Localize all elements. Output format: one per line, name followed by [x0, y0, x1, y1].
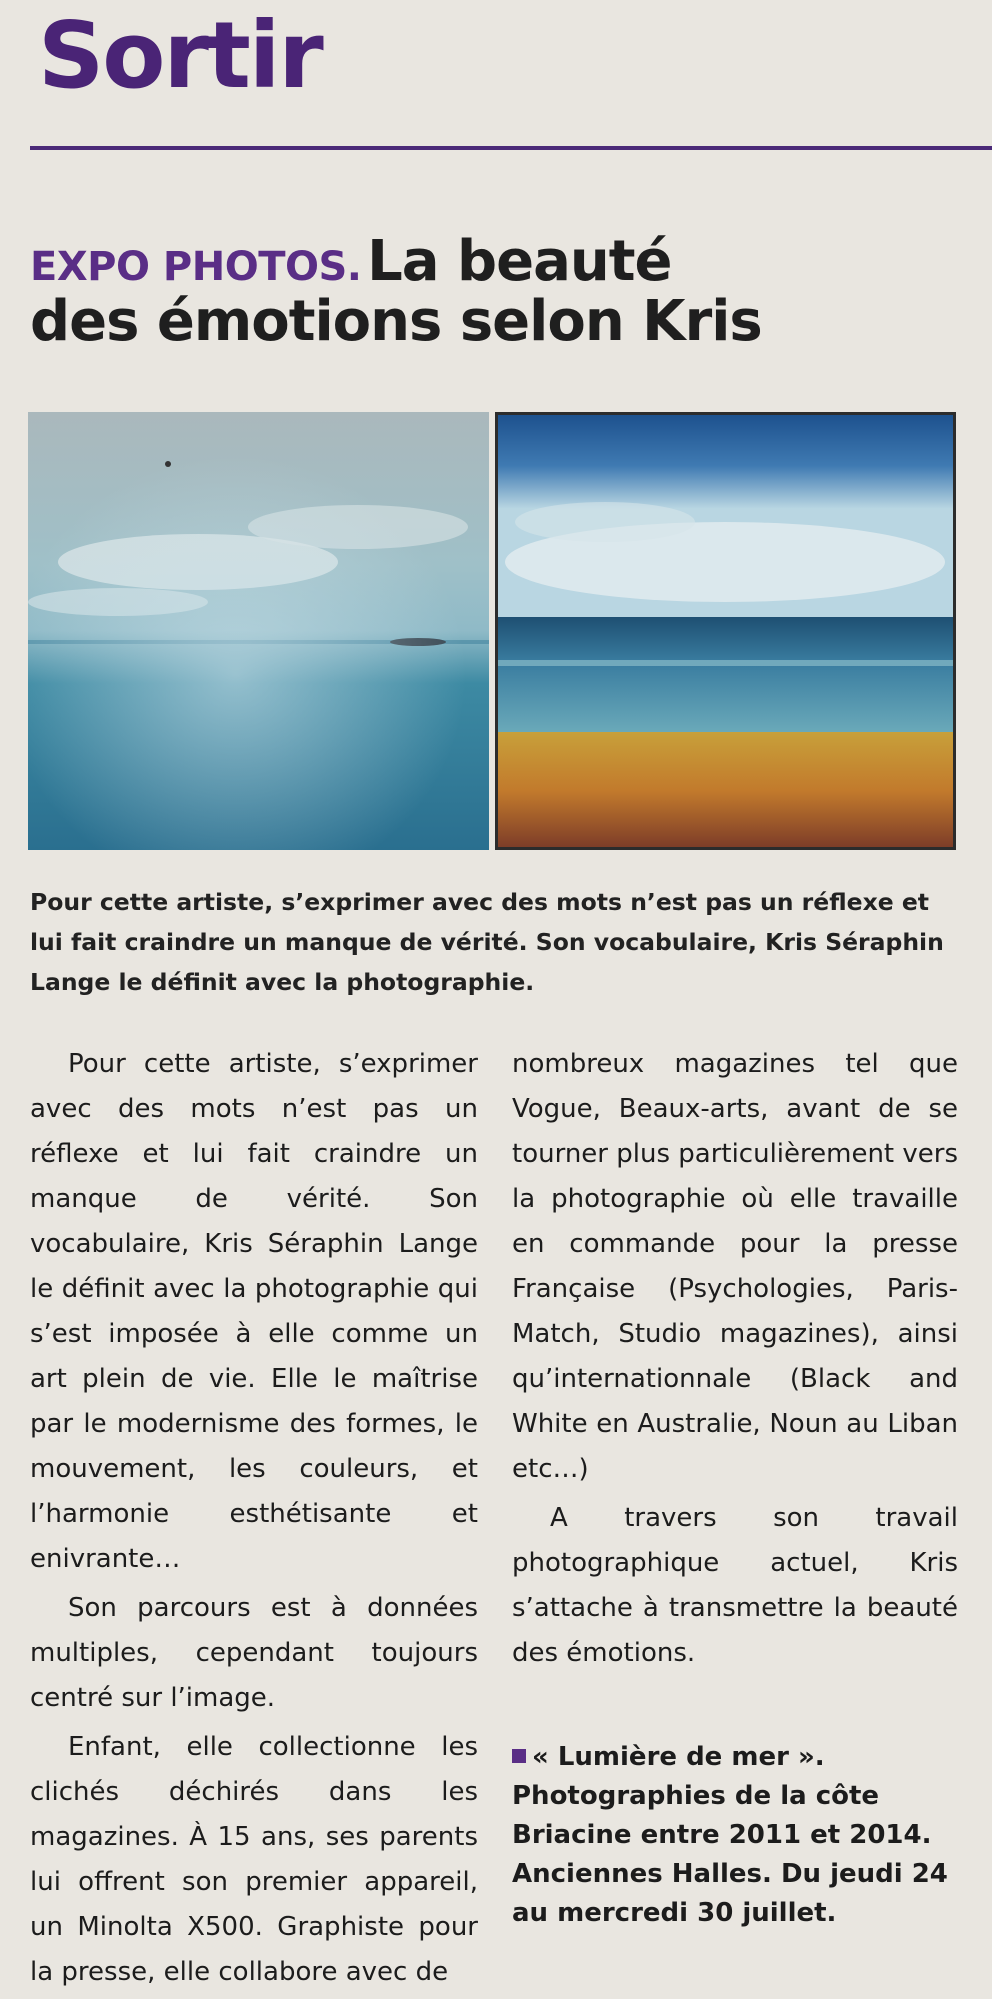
event-title: « Lumière de mer ». — [532, 1742, 825, 1772]
headline-part-2: des émotions selon Kris — [30, 288, 762, 354]
event-info-box — [512, 1738, 958, 1933]
section-title: Sortir — [38, 2, 322, 109]
seascape-photo-right — [495, 412, 956, 850]
article-paragraph: Enfant, elle collectionne les clichés déchirés dans les magazines. À 15 ans, ses parents lui offrent son premier appareil, un Minolta X500. Graphiste pour la presse, elle collabore avec de — [30, 1732, 478, 1987]
article-column-left — [30, 1042, 478, 1999]
square-bullet-icon — [512, 1749, 526, 1763]
section-rule — [30, 146, 992, 150]
seascape-photo-left — [28, 412, 489, 850]
article-paragraph: A travers son travail photographique actuel, Kris s’attache à transmettre la beauté des émotions. — [512, 1503, 958, 1668]
headline-kicker: EXPO PHOTOS. — [30, 244, 362, 290]
event-details: Photographies de la côte Briacine entre 2011 et 2014. Anciennes Halles. Du jeudi 24 au mercredi 30 juillet. — [512, 1781, 948, 1928]
article-paragraph: nombreux magazines tel que Vogue, Beaux-arts, avant de se tourner plus particulièrement vers la photographie où elle travaille en commande pour la presse Française (Psychologies, Paris-Match, Studio magazines), ainsi qu’internationnale (Black and White en Australie, Noun au Liban etc…) — [512, 1049, 959, 1484]
article-column-right — [512, 1042, 958, 1933]
article-paragraph: Son parcours est à données multiples, cependant toujours centré sur l’image. — [30, 1593, 478, 1713]
article-paragraph: Pour cette artiste, s’exprimer avec des mots n’est pas un réflexe et lui fait craindre un manque de vérité. Son vocabulaire, Kris Séraphin Lange le définit avec la photographie qui s’est imposée à elle comme un art plein de vie. Elle le maîtrise par le modernisme des formes, le mouvement, les couleurs, et l’harmonie esthétisante et enivrante… — [30, 1049, 478, 1574]
article-headline — [30, 229, 930, 354]
headline-part-1: La beauté — [367, 229, 672, 294]
photo-caption: Pour cette artiste, s’exprimer avec des mots n’est pas un réflexe et lui fait craindre un manque de vérité. Son vocabulaire, Kris Séraphin Lange le définit avec la photographie. — [30, 888, 944, 996]
